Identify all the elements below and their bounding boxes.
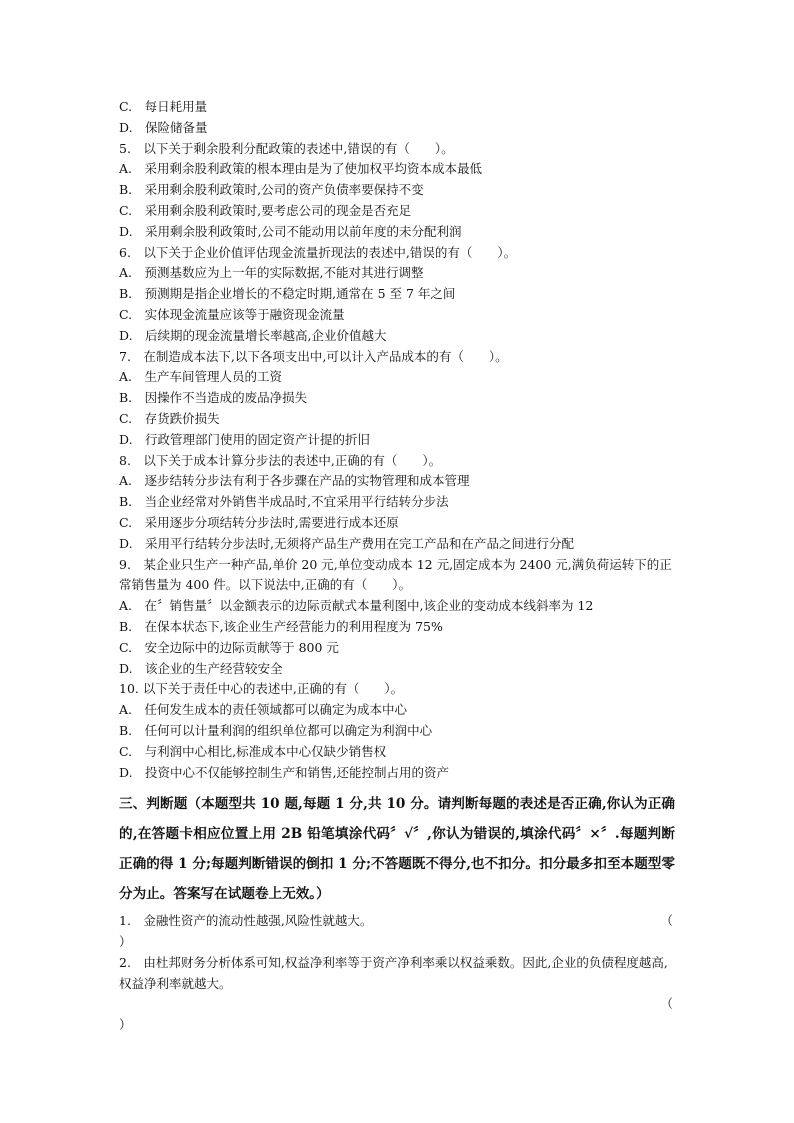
option-line: D. 投资中心不仅能够控制生产和销售,还能控制占用的资产 <box>119 764 450 780</box>
option-line: A. 在〞销售量〞以金额表示的边际贡献式本量利图中,该企业的变动成本线斜率为 12 <box>119 598 594 614</box>
option-line: D. 保险储备量 <box>119 119 208 135</box>
answer-paren-close: ） <box>119 934 132 950</box>
option-line: B. 任何可以计量利润的组织单位都可以确定为利润中心 <box>119 722 433 738</box>
question-stem: 8. 以下关于成本计算分步法的表述中,正确的有（ ）。 <box>119 452 442 468</box>
option-line: D. 后续期的现金流量增长率越高,企业价值越大 <box>119 327 387 343</box>
option-line: C. 采用剩余股利政策时,要考虑公司的现金是否充足 <box>119 202 412 218</box>
question-stem: 5. 以下关于剩余股利分配政策的表述中,错误的有（ ）。 <box>119 140 454 156</box>
option-line: B. 因操作不当造成的废品净损失 <box>119 390 308 406</box>
question-stem: 7. 在制造成本法下,以下各项支出中,可以计入产品成本的有（ ）。 <box>119 348 508 364</box>
option-line: C. 存货跌价损失 <box>119 410 220 426</box>
option-line: D. 采用剩余股利政策时,公司不能动用以前年度的未分配利润 <box>119 223 462 239</box>
judge-item-row <box>119 911 675 932</box>
question-stem: 10. 以下关于责任中心的表述中,正确的有（ ）。 <box>119 681 404 697</box>
option-line: B. 当企业经常对外销售半成品时,不宜采用平行结转分步法 <box>119 494 449 510</box>
option-line: D. 行政管理部门使用的固定资产计提的折旧 <box>119 431 371 447</box>
option-line: D. 该企业的生产经营较安全 <box>119 660 283 676</box>
option-line: A. 任何发生成本的责任领域都可以确定为成本中心 <box>119 702 408 718</box>
judge-item-row <box>119 994 675 1015</box>
document-body <box>119 97 675 1036</box>
answer-paren-open: （ <box>660 913 673 929</box>
option-line: C. 采用逐步分项结转分步法时,需要进行成本还原 <box>119 514 399 530</box>
option-line: A. 采用剩余股利政策的根本理由是为了使加权平均资本成本最低 <box>119 161 483 177</box>
option-line: C. 实体现金流量应该等于融资现金流量 <box>119 306 345 322</box>
judge-item-text: 1. 金融性资产的流动性越强,风险性就越大。 <box>119 913 373 929</box>
answer-paren-close: ） <box>119 1017 132 1033</box>
option-line: C. 安全边际中的边际贡献等于 800 元 <box>119 639 339 655</box>
answer-paren-open: （ <box>660 996 673 1012</box>
option-line: C. 每日耗用量 <box>119 99 208 114</box>
question-stem: 9. 某企业只生产一种产品,单价 20 元,单位变动成本 12 元,固定成本为 2400 元,满负荷运转下的正常销售量为 400 件。以下说法中,正确的有（ ）。 <box>119 556 672 593</box>
option-line: B. 预测期是指企业增长的不稳定时期,通常在 5 至 7 年之间 <box>119 286 456 302</box>
option-line: A. 预测基数应为上一年的实际数据,不能对其进行调整 <box>119 265 424 281</box>
option-line: C. 与利润中心相比,标准成本中心仅缺少销售权 <box>119 743 387 759</box>
option-line: D. 采用平行结转分步法时,无须将产品生产费用在完工产品和在产品之间进行分配 <box>119 535 575 551</box>
question-stem: 6. 以下关于企业价值评估现金流量折现法的表述中,错误的有（ ）。 <box>119 244 517 260</box>
option-line: B. 在保本状态下,该企业生产经营能力的利用程度为 75% <box>119 618 443 634</box>
judge-item-text: 2. 由杜邦财务分析体系可知,权益净利率等于资产净利率乘以权益乘数。因此,企业的负债程度越高,权益净利率就越大。 <box>119 954 668 991</box>
option-line: B. 采用剩余股利政策时,公司的资产负债率要保持不变 <box>119 182 424 198</box>
option-line: A. 逐步结转分步法有利于各步骤在产品的实物管理和成本管理 <box>119 473 470 489</box>
option-line: A. 生产车间管理人员的工资 <box>119 369 283 385</box>
judge-item <box>119 953 675 1036</box>
section-heading: 三、判断题（本题型共 10 题,每题 1 分,共 10 分。请判断每题的表述是否正确,你认为正确的,在答题卡相应位置上用 2B 铅笔填涂代码〞√〞,你认为错误的,填涂代码〞×〞.每题判断正确的得 1 分;每题判断错误的倒扣 1 分;不答题既不得分,也不扣分。扣分最多扣至本题型零分为止。答案写在试题卷上无效。） <box>119 796 675 903</box>
judge-item <box>119 911 675 953</box>
